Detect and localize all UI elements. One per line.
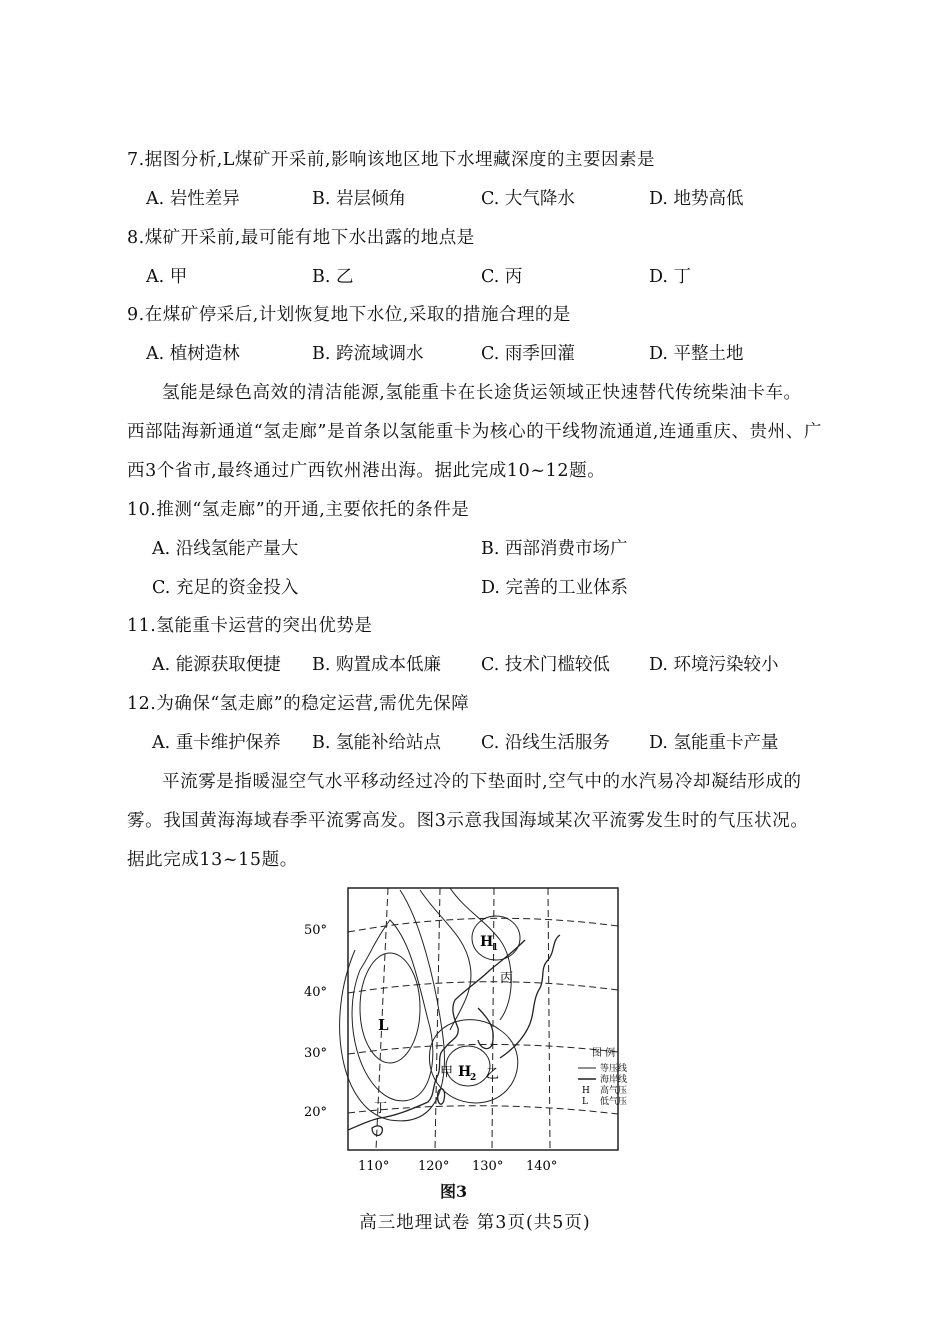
q11-option-c: C. 技术门槛较低 <box>481 655 610 675</box>
legend-high-label: 高气压 <box>600 1086 628 1096</box>
q10-option-c: C. 充足的资金投入 <box>152 578 299 598</box>
lon-label-140: 140° <box>526 1159 558 1174</box>
place-ding-label: 丁 <box>374 1101 388 1116</box>
lon-label-130: 130° <box>472 1159 504 1174</box>
hydrogen-passage-line-3: 西3个省市,最终通过广西钦州港出海。据此完成10~12题。 <box>127 461 606 481</box>
page-footer: 高三地理试卷 第3页(共5页) <box>359 1213 591 1233</box>
legend-coastline-label: 海岸线 <box>600 1075 628 1085</box>
low-pressure-label: L <box>378 1016 389 1034</box>
question-10-stem: 10.推测“氢走廊”的开通,主要依托的条件是 <box>127 500 470 520</box>
lat-line-20 <box>348 1106 618 1114</box>
lon-label-120: 120° <box>418 1159 450 1174</box>
legend-low-label: 低气压 <box>600 1097 628 1107</box>
q7-option-a: A. 岩性差异 <box>146 189 240 209</box>
hydrogen-passage-line-2: 西部陆海新通道“氢走廊”是首条以氢能重卡为核心的干线物流通道,连通重庆、贵州、广 <box>127 422 822 442</box>
place-jia-label: 甲 <box>440 1065 454 1080</box>
place-yi-label: 乙 <box>486 1067 500 1082</box>
legend-low-key: L <box>582 1097 588 1107</box>
lat-label-30: 30° <box>304 1046 328 1061</box>
q8-option-c: C. 丙 <box>481 267 523 287</box>
legend-high-key: H <box>582 1086 590 1096</box>
lat-label-50: 50° <box>304 923 328 938</box>
fog-passage-line-3: 据此完成13~15题。 <box>127 850 298 870</box>
q10-option-b: B. 西部消费市场广 <box>481 539 628 559</box>
lon-label-110: 110° <box>358 1159 390 1174</box>
q12-option-b: B. 氢能补给站点 <box>312 733 441 753</box>
high-pressure-h1-subscript: 1 <box>492 943 499 953</box>
lon-line-130 <box>492 888 494 1150</box>
isobar-l-inner <box>360 953 420 1063</box>
fog-passage-line-2: 雾。我国黄海海域春季平流雾高发。图3示意我国海域某次平流雾发生时的气压状况。 <box>127 811 809 831</box>
q10-option-a: A. 沿线氢能产量大 <box>152 539 299 559</box>
question-8-stem: 8.煤矿开采前,最可能有地下水出露的地点是 <box>127 228 475 248</box>
q9-option-b: B. 跨流域调水 <box>312 344 424 364</box>
isobar-upper-2 <box>450 888 514 1020</box>
fog-passage-line-1: 平流雾是指暖湿空气水平移动经过冷的下垫面时,空气中的水汽易冷却凝结形成的 <box>162 772 802 792</box>
figure-caption: 图3 <box>440 1182 468 1201</box>
lon-line-140 <box>548 888 550 1150</box>
lat-line-30 <box>348 1044 618 1054</box>
lon-line-120 <box>435 888 440 1150</box>
q10-option-d: D. 完善的工业体系 <box>481 578 629 598</box>
q8-option-a: A. 甲 <box>146 267 188 287</box>
legend-title: 图 例 <box>592 1048 616 1059</box>
q12-option-a: A. 重卡维护保养 <box>152 733 281 753</box>
coastline-korea <box>478 1008 493 1049</box>
high-pressure-h2-label: H <box>458 1064 472 1080</box>
isobar-l-outer <box>340 890 445 1121</box>
q8-option-b: B. 乙 <box>312 267 354 287</box>
lat-label-20: 20° <box>304 1105 328 1120</box>
high-pressure-h1-label: H <box>480 934 494 950</box>
legend-isobar-label: 等压线 <box>600 1064 628 1074</box>
question-12-stem: 12.为确保“氢走廊”的稳定运营,需优先保障 <box>127 694 470 714</box>
hydrogen-passage-line-1: 氢能是绿色高效的清洁能源,氢能重卡在长途货运领域正快速替代传统柴油卡车。 <box>162 383 802 403</box>
q8-option-d: D. 丁 <box>649 267 692 287</box>
q7-option-b: B. 岩层倾角 <box>312 189 406 209</box>
q9-option-d: D. 平整土地 <box>649 344 744 364</box>
q11-option-d: D. 环境污染较小 <box>649 655 779 675</box>
pressure-map-figure <box>300 880 660 1190</box>
q12-option-c: C. 沿线生活服务 <box>481 733 610 753</box>
q9-option-c: C. 雨季回灌 <box>481 344 575 364</box>
q12-option-d: D. 氢能重卡产量 <box>649 733 779 753</box>
q11-option-a: A. 能源获取便捷 <box>152 655 281 675</box>
isobar-l-middle <box>352 920 433 1101</box>
coastline-japan <box>500 935 560 1058</box>
lat-label-40: 40° <box>304 985 328 1000</box>
lat-line-50 <box>348 918 618 932</box>
q7-option-d: D. 地势高低 <box>649 189 744 209</box>
lat-line-40 <box>348 982 618 993</box>
q9-option-a: A. 植树造林 <box>146 344 240 364</box>
question-11-stem: 11.氢能重卡运营的突出优势是 <box>127 616 373 636</box>
map-legend <box>578 1046 627 1107</box>
q7-option-c: C. 大气降水 <box>481 189 575 209</box>
question-9-stem: 9.在煤矿停采后,计划恢复地下水位,采取的措施合理的是 <box>127 305 571 325</box>
coastline-taiwan <box>438 1089 445 1104</box>
place-bing-label: 丙 <box>500 971 514 986</box>
q11-option-b: B. 购置成本低廉 <box>312 655 441 675</box>
high-pressure-h2-subscript: 2 <box>470 1073 477 1083</box>
question-7-stem: 7.据图分析,L煤矿开采前,影响该地区地下水埋藏深度的主要因素是 <box>127 150 655 170</box>
